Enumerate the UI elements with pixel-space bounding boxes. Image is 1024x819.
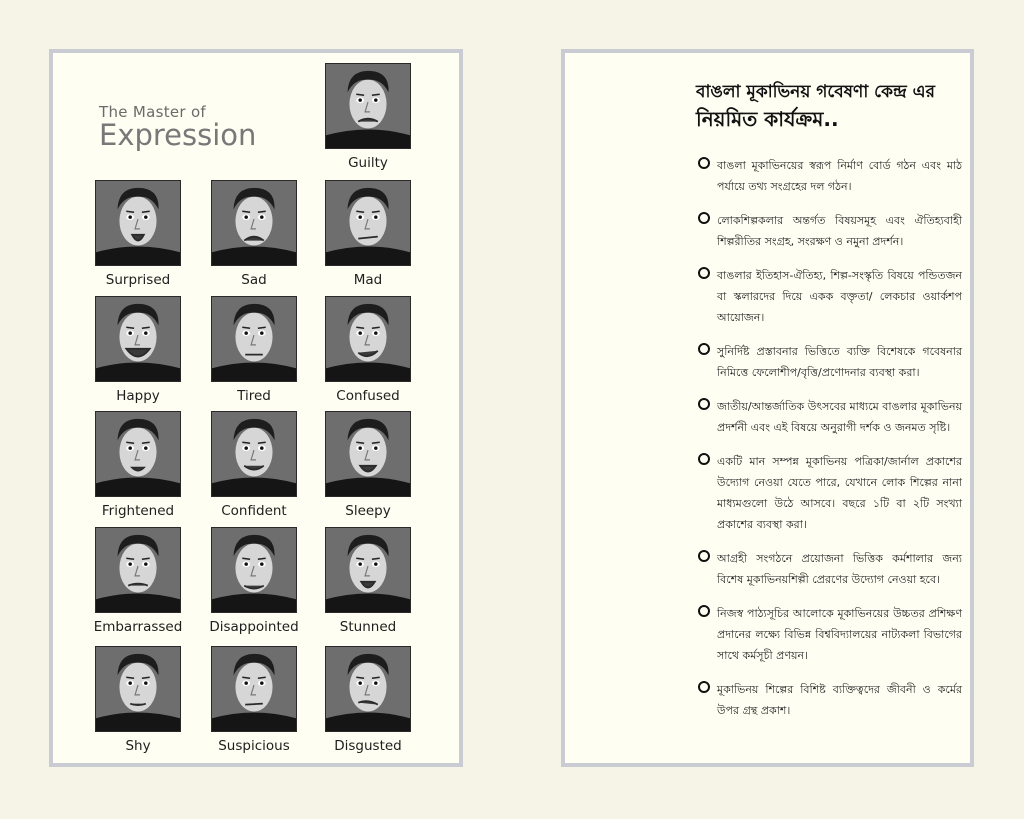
face-sad-photo [211,180,297,266]
expression-card [312,63,424,171]
expression-label: Disgusted [334,738,402,754]
expression-label: Guilty [348,155,388,171]
expression-label: Happy [116,388,160,404]
face-stunned-photo [325,527,411,613]
circle-bullet-icon [698,681,710,693]
expression-label: Surprised [105,272,171,288]
list-item-text: বাঙলার ইতিহাস-ঐতিহ্য, শিল্প-সংস্কৃতি বিষয়ে পন্ডিতজন বা স্কলারদের দিয়ে একক বক্তৃতা/ লেকচার ওয়ার্কশপ আয়োজন। [717,269,962,324]
expression-label: Disappointed [209,619,299,635]
expression-label: Confused [336,388,400,404]
expression-card [82,180,194,288]
circle-bullet-icon [698,212,710,224]
list-item [698,451,962,535]
list-item [698,265,962,328]
page-subtitle: নিয়মিত কার্যক্রম.. [696,107,839,131]
expression-label: Sleepy [345,503,391,519]
expression-label: Suspicious [218,738,290,754]
right-page [561,49,974,767]
face-confident-photo [211,411,297,497]
face-disgusted-photo [325,646,411,732]
expression-card [198,411,310,519]
list-item [698,396,962,438]
face-sleepy-photo [325,411,411,497]
face-shy-photo [95,646,181,732]
expression-card [312,646,424,754]
expression-label: Frightened [101,503,175,519]
circle-bullet-icon [698,453,710,465]
expression-label: Stunned [339,619,397,635]
expression-card [198,646,310,754]
left-page [49,49,463,767]
face-tired-photo [211,296,297,382]
expression-label: Mad [353,272,383,288]
face-suspicious-photo [211,646,297,732]
face-surprised-photo [95,180,181,266]
expression-card [198,180,310,288]
brand-heading [99,103,256,152]
circle-bullet-icon [698,343,710,355]
expression-label: Sad [241,272,267,288]
list-item [698,210,962,252]
list-item [698,679,962,721]
expression-card [198,527,310,635]
list-item [698,155,962,197]
list-item-text: মূকাভিনয় শিল্পের বিশিষ্ট ব্যক্তিত্বদের জীবনী ও কর্মের উপর গ্রন্থ প্রকাশ। [717,683,962,717]
circle-bullet-icon [698,550,710,562]
list-item-text: নিজস্ব পাঠ্যসূচির আলোকে মূকাভিনয়ের উচ্চতর প্রশিক্ষণ প্রদানের লক্ষ্যে বিভিন্ন বিশ্ববিদ্যালয়ের নাট্যকলা বিভাগের সাথে কর্মসূচী প্রণয়ন। [717,607,962,662]
expression-label: Embarrassed [93,619,183,635]
list-item-text: একটি মান সম্পন্ন মূকাভিনয় পত্রিকা/জার্নাল প্রকাশের উদ্যোগ নেওয়া যেতে পারে, যেখানে লোক শিল্পের নানা মাধ্যমগুলো উঠে আসবে। বছরে ১টি বা ২টি সংখ্যা প্রকাশের ব্যবস্থা করা। [717,455,962,531]
expression-card [312,411,424,519]
expression-label: Confident [221,503,287,519]
circle-bullet-icon [698,157,710,169]
circle-bullet-icon [698,267,710,279]
list-item-text: সুনির্দিষ্ট প্রস্তাবনার ভিত্তিতে ব্যক্তি বিশেষকে গবেষনার নিমিত্তে ফেলোশীপ/বৃত্তি/প্রণোদনার ব্যবস্থা করা। [717,345,962,379]
list-item [698,341,962,383]
list-item [698,603,962,666]
face-disappointed-photo [211,527,297,613]
face-happy-photo [95,296,181,382]
list-item-text: লোকশিল্পকলার অন্তর্গত বিষয়সমূহ এবং ঐতিহ্যবাহী শিল্পরীতির সংগ্রহ, সংরক্ষণ ও নমুনা প্রদর্শন। [717,214,962,248]
face-mad-photo [325,180,411,266]
brand-title: Expression [99,118,257,152]
expression-card [312,180,424,288]
face-guilty-photo [325,63,411,149]
expression-card [312,296,424,404]
page-title: বাঙলা মূকাভিনয় গবেষণা কেন্দ্র এর [696,82,935,102]
face-confused-photo [325,296,411,382]
expression-card [312,527,424,635]
activity-list [698,155,962,734]
circle-bullet-icon [698,605,710,617]
expression-card [82,646,194,754]
list-item-text: বাঙলা মূকাভিনয়ের স্বরূপ নির্মাণ বোর্ড গঠন এবং মাঠ পর্যায়ে তথ্য সংগ্রহের দল গঠন। [717,159,962,193]
brand-subtitle: The Master of [99,103,207,121]
list-item-text: আগ্রহী সংগঠনে প্রয়োজনা ভিত্তিক কর্মশালার জন্য বিশেষ মূকাভিনয়শিল্পী প্রেরণের উদ্যোগ নেওয়া হবে। [717,552,962,586]
expression-label: Shy [125,738,151,754]
expression-label: Tired [237,388,271,404]
expression-card [198,296,310,404]
list-item-text: জাতীয়/আন্তর্জাতিক উৎসবের মাধ্যমে বাঙলার মূকাভিনয় প্রদর্শনী এবং এই বিষয়ে অনুরাগী দর্শক ও জনমত সৃষ্টি। [717,400,962,434]
face-frightened-photo [95,411,181,497]
face-embarrassed-photo [95,527,181,613]
expression-card [82,411,194,519]
expression-card [82,527,194,635]
circle-bullet-icon [698,398,710,410]
expression-card [82,296,194,404]
list-item [698,548,962,590]
